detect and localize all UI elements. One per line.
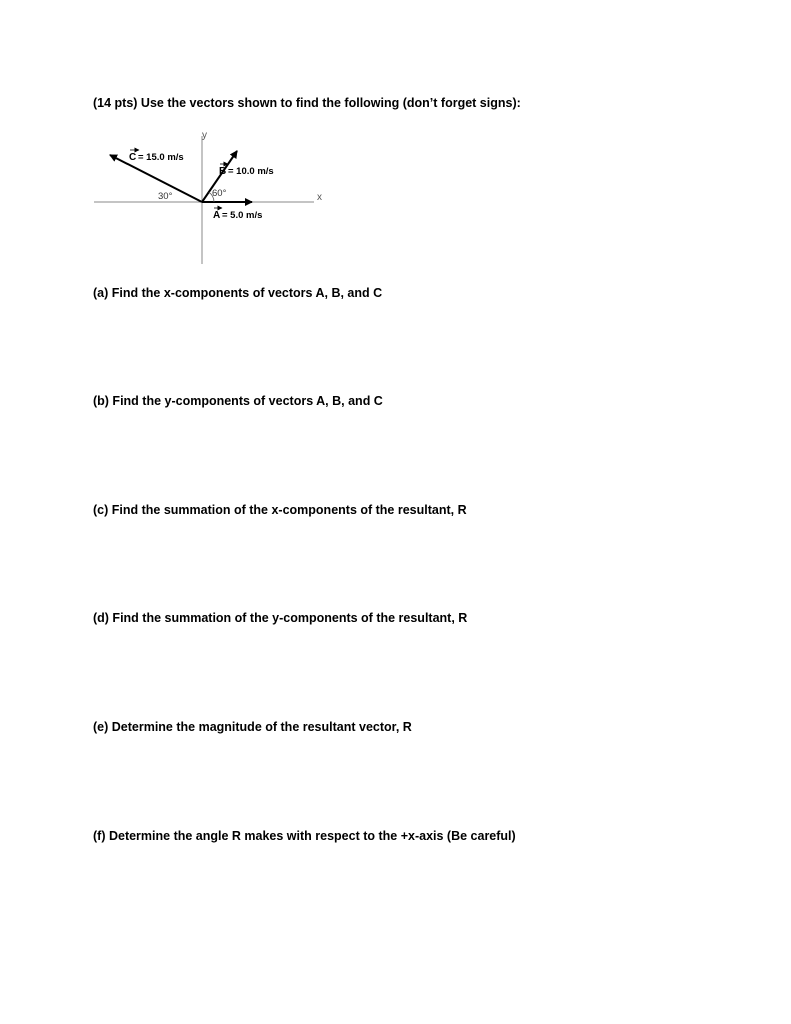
vector-b-letter: B <box>219 166 227 177</box>
angle-c-label: 30° <box>158 191 173 202</box>
question-a: (a) Find the x-components of vectors A, B, and C <box>93 286 383 300</box>
question-f: (f) Determine the angle R makes with respect to the +x-axis (Be careful) <box>93 829 516 843</box>
vector-a-letter: A <box>213 210 221 221</box>
vector-c-value: = 15.0 m/s <box>138 152 184 163</box>
vector-a-label <box>213 208 262 221</box>
vector-c-letter: C <box>129 152 137 163</box>
question-d: (d) Find the summation of the y-components of the resultant, R <box>93 611 468 625</box>
y-axis-label: y <box>202 130 207 141</box>
question-b: (b) Find the y-components of vectors A, B, and C <box>93 394 383 408</box>
x-axis-label: x <box>317 192 322 203</box>
vector-a-value: = 5.0 m/s <box>222 210 263 221</box>
problem-prompt: (14 pts) Use the vectors shown to find the following (don’t forget signs): <box>93 96 521 110</box>
question-e: (e) Determine the magnitude of the resultant vector, R <box>93 720 412 734</box>
vector-b-label <box>219 164 274 177</box>
vector-b-value: = 10.0 m/s <box>228 166 274 177</box>
vector-diagram <box>90 126 330 268</box>
vector-c-label <box>129 150 184 163</box>
question-c: (c) Find the summation of the x-components of the resultant, R <box>93 503 467 517</box>
angle-b-label: 60° <box>212 188 227 199</box>
